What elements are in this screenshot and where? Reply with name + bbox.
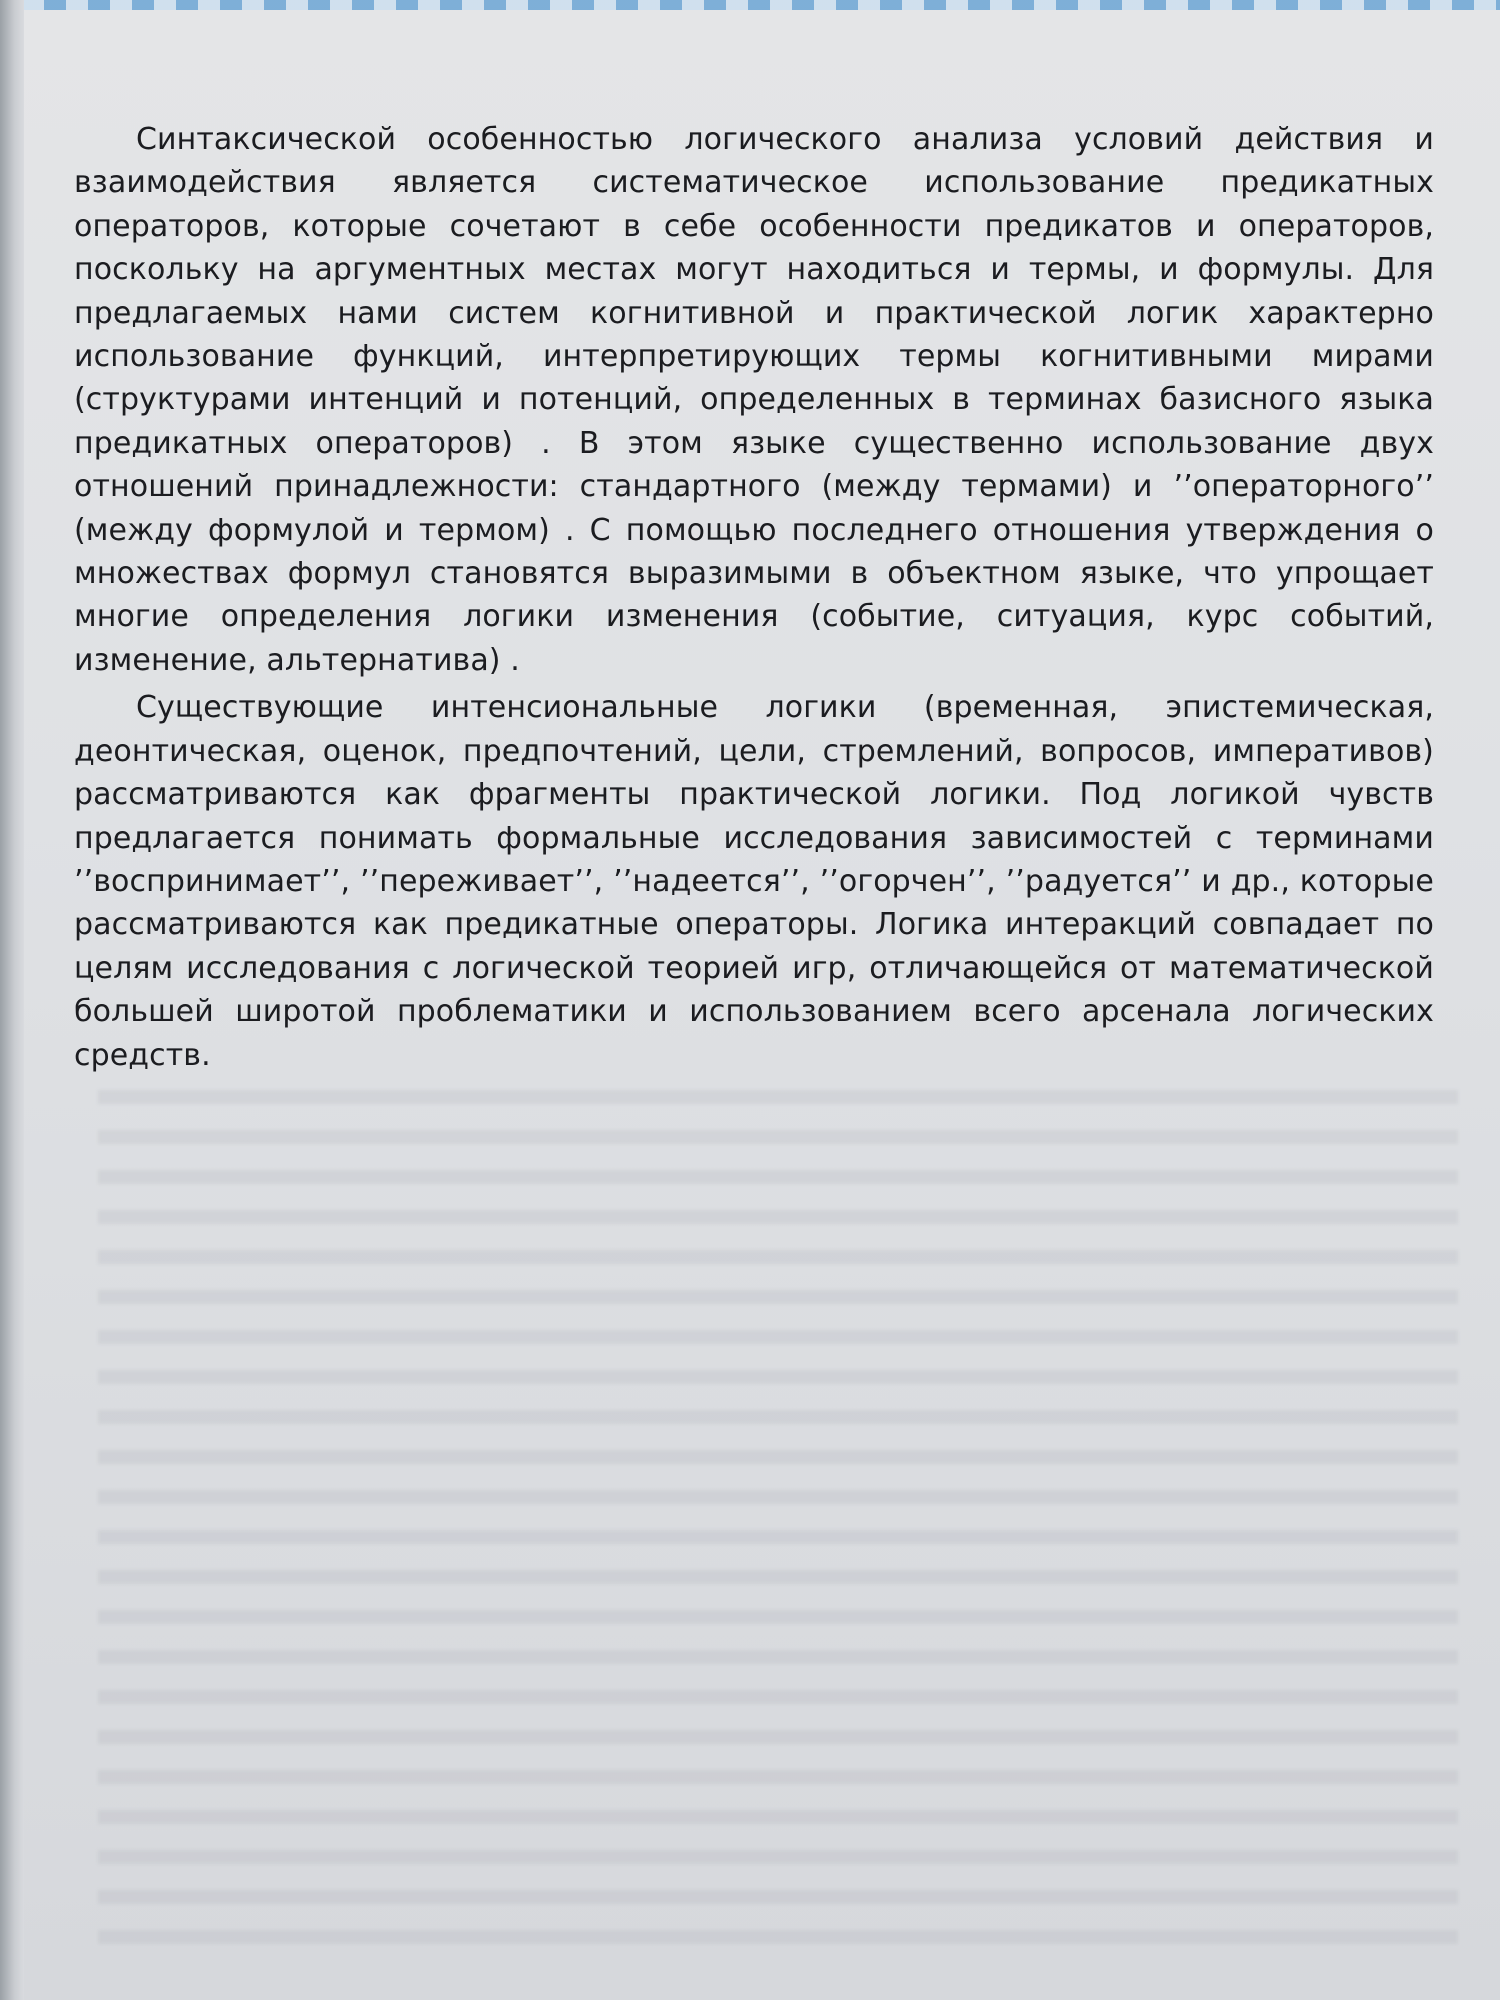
page-body: [74, 118, 1434, 1077]
show-through-text: [98, 1090, 1458, 1950]
paragraph-syntax: Синтаксической особенностью логического анализа условий действия и взаимодействия является систематическое использование предикатных операторов, которые сочетают в себе особенности предикатов и операторов, поскольку на аргументных местах могут находиться и термы, и формулы. Для предлагаемых нами систем когнитивной и практической логик характерно использование функций, интерпретирующих термы когнитивными мирами (структурами интенций и потенций, определенных в терминах базисного языка предикатных операторов) . В этом языке существенно использование двух отношений принадлежности: стандартного (между термами) и ’’операторного’’ (между формулой и термом) . С помощью последнего отношения утверждения о множествах формул становятся выразимыми в объектном языке, что упрощает многие определения логики изменения (событие, ситуация, курс событий, изменение, альтернатива) .: [74, 122, 1434, 678]
paragraph-intensional-logics: Существующие интенсиональные логики (временная, эпистемическая, деонтическая, оценок, предпочтений, цели, стремлений, вопросов, императивов) рассматриваются как фрагменты практической логики. Под логикой чувств предлагается понимать формальные исследования зависимостей с терминами ’’воспринимает’’, ’’переживает’’, ’’надеется’’, ’’огорчен’’, ’’радуется’’ и др., которые рассматриваются как предикатные операторы. Логика интеракций совпадает по целям исследования с логической теорией игр, отличающейся от математической большей широтой проблематики и использованием всего арсенала логических средств.: [74, 690, 1434, 1073]
book-spine-shadow: [0, 0, 24, 2000]
